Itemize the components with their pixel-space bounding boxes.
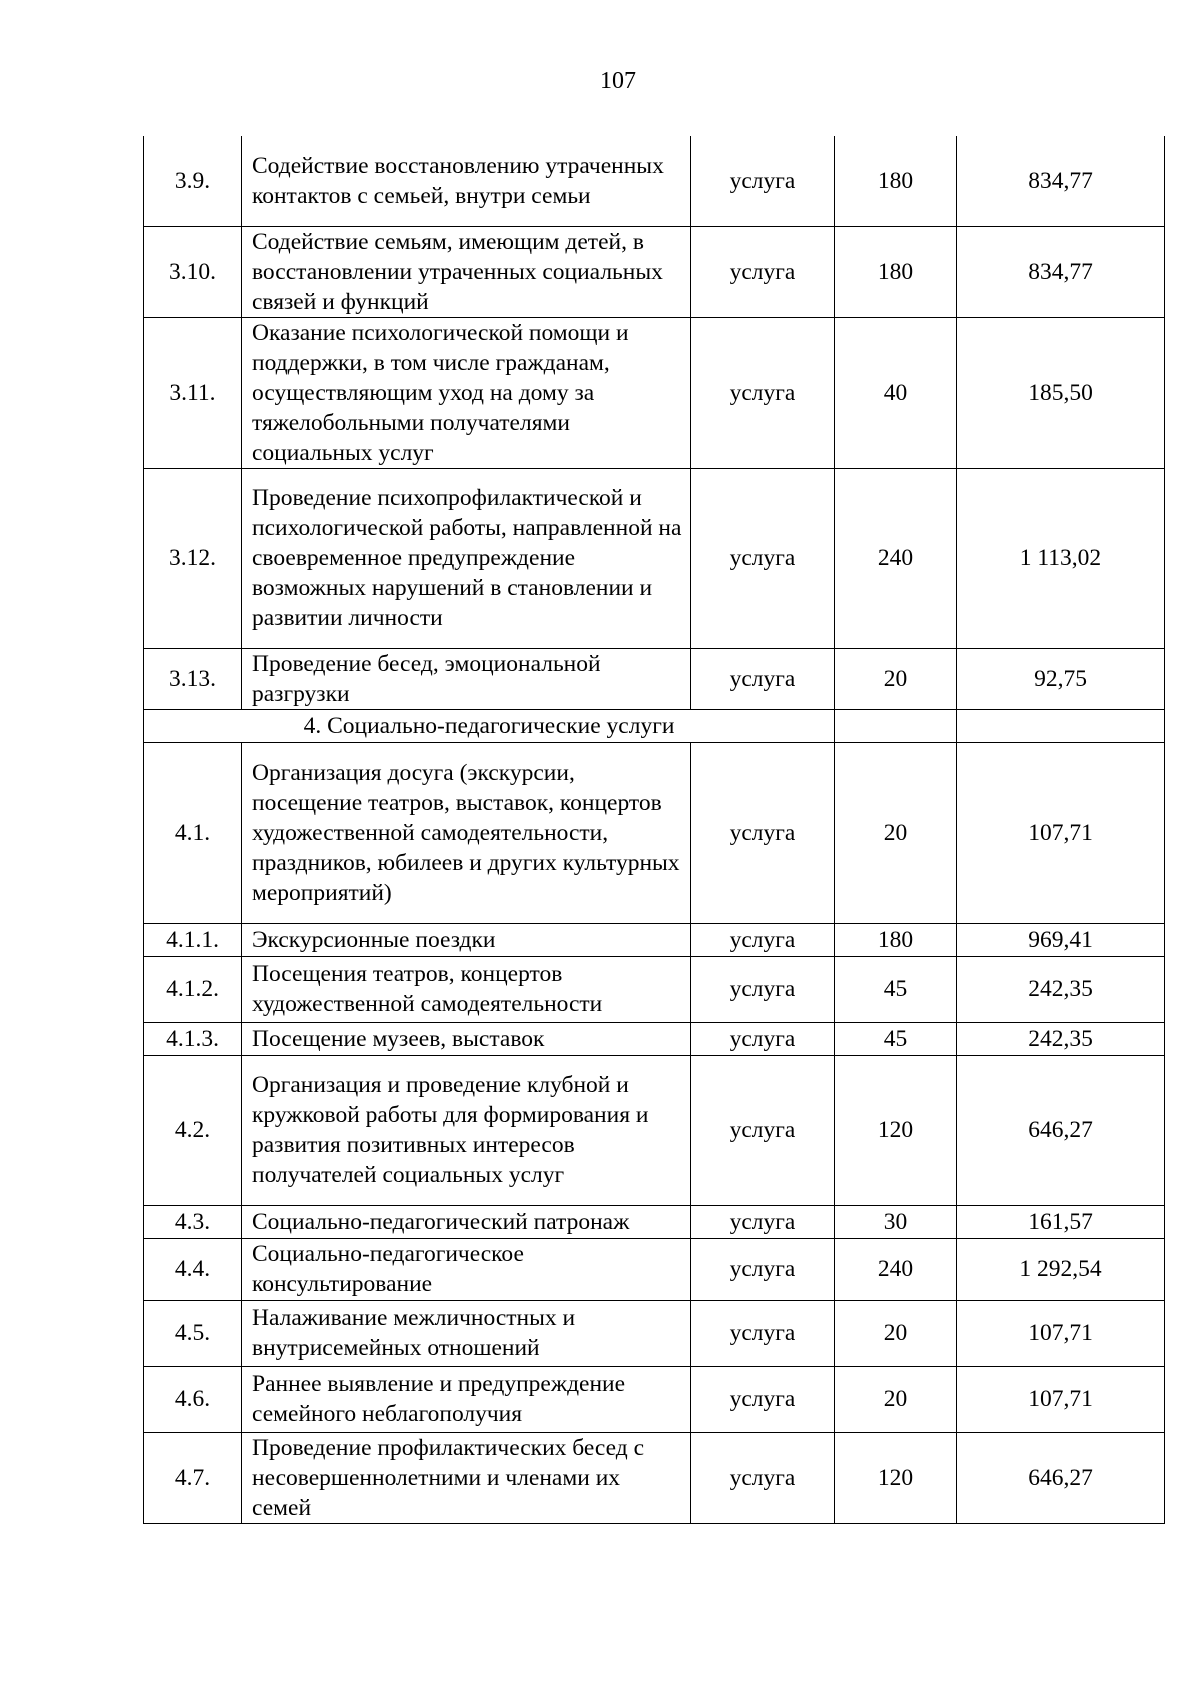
service-name: Проведение профилактических бесед с несовершеннолетними и членами их семей (242, 1432, 691, 1523)
row-number: 4.1.2. (144, 956, 242, 1022)
price: 834,77 (957, 136, 1165, 226)
unit-of-measure: услуга (691, 136, 835, 226)
unit-of-measure: услуга (691, 1238, 835, 1300)
table-row (144, 1366, 1165, 1432)
row-number: 3.9. (144, 136, 242, 226)
table-row (144, 1022, 1165, 1055)
row-number: 4.1.1. (144, 923, 242, 956)
table-row (144, 1055, 1165, 1205)
quantity: 20 (835, 742, 957, 923)
quantity: 20 (835, 1366, 957, 1432)
table-row (144, 1432, 1165, 1523)
quantity: 120 (835, 1432, 957, 1523)
service-name: Проведение бесед, эмоциональной разгрузки (242, 648, 691, 709)
service-name: Социально-педагогическое консультирование (242, 1238, 691, 1300)
table-row (144, 1205, 1165, 1238)
service-name: Содействие восстановлению утраченных контактов с семьей, внутри семьи (242, 136, 691, 226)
service-name: Организация досуга (экскурсии, посещение театров, выставок, концертов художественной самодеятельности, праздников, юбилеев и других культурных мероприятий) (242, 742, 691, 923)
row-number: 4.7. (144, 1432, 242, 1523)
row-number: 3.10. (144, 226, 242, 317)
unit-of-measure: услуга (691, 956, 835, 1022)
quantity: 40 (835, 317, 957, 468)
table-row (144, 923, 1165, 956)
service-name: Организация и проведение клубной и кружковой работы для формирования и развития позитивных интересов получателей социальных услуг (242, 1055, 691, 1205)
quantity: 45 (835, 1022, 957, 1055)
service-name: Экскурсионные поездки (242, 923, 691, 956)
service-name: Раннее выявление и предупреждение семейного неблагополучия (242, 1366, 691, 1432)
row-number: 4.2. (144, 1055, 242, 1205)
quantity: 180 (835, 923, 957, 956)
unit-of-measure: услуга (691, 923, 835, 956)
price: 834,77 (957, 226, 1165, 317)
table-row (144, 317, 1165, 468)
quantity: 30 (835, 1205, 957, 1238)
row-number: 4.1.3. (144, 1022, 242, 1055)
quantity: 120 (835, 1055, 957, 1205)
unit-of-measure: услуга (691, 1022, 835, 1055)
service-name: Посещения театров, концертов художественной самодеятельности (242, 956, 691, 1022)
quantity: 20 (835, 1300, 957, 1366)
service-name: Проведение психопрофилактической и психологической работы, направленной на своевременное предупреждение возможных нарушений в становлении и развитии личности (242, 468, 691, 648)
table-row (144, 1300, 1165, 1366)
section-title: 4. Социально-педагогические услуги (144, 709, 835, 742)
table-row (144, 226, 1165, 317)
table-row (144, 1238, 1165, 1300)
price: 1 113,02 (957, 468, 1165, 648)
price: 646,27 (957, 1055, 1165, 1205)
service-name: Содействие семьям, имеющим детей, в восстановлении утраченных социальных связей и функций (242, 226, 691, 317)
row-number: 3.12. (144, 468, 242, 648)
table-row (144, 742, 1165, 923)
quantity: 240 (835, 468, 957, 648)
quantity: 180 (835, 136, 957, 226)
services-table (143, 136, 1165, 1524)
services-table-body (144, 136, 1165, 1523)
unit-of-measure: услуга (691, 226, 835, 317)
row-number: 4.1. (144, 742, 242, 923)
unit-of-measure: услуга (691, 1300, 835, 1366)
unit-of-measure: услуга (691, 742, 835, 923)
table-row (144, 468, 1165, 648)
price: 92,75 (957, 648, 1165, 709)
section-row (144, 709, 1165, 742)
row-number: 3.11. (144, 317, 242, 468)
price: 1 292,54 (957, 1238, 1165, 1300)
table-row (144, 648, 1165, 709)
price: 107,71 (957, 1366, 1165, 1432)
price: 107,71 (957, 742, 1165, 923)
section-empty-qty (835, 709, 957, 742)
price: 161,57 (957, 1205, 1165, 1238)
unit-of-measure: услуга (691, 1205, 835, 1238)
unit-of-measure: услуга (691, 1055, 835, 1205)
quantity: 240 (835, 1238, 957, 1300)
service-name: Социально-педагогический патронаж (242, 1205, 691, 1238)
unit-of-measure: услуга (691, 468, 835, 648)
section-empty-price (957, 709, 1165, 742)
price: 242,35 (957, 956, 1165, 1022)
price: 107,71 (957, 1300, 1165, 1366)
page-number: 107 (600, 68, 636, 94)
service-name: Налаживание межличностных и внутрисемейных отношений (242, 1300, 691, 1366)
quantity: 20 (835, 648, 957, 709)
price: 185,50 (957, 317, 1165, 468)
row-number: 4.5. (144, 1300, 242, 1366)
table-row (144, 136, 1165, 226)
row-number: 4.6. (144, 1366, 242, 1432)
table-row (144, 956, 1165, 1022)
row-number: 3.13. (144, 648, 242, 709)
service-name: Оказание психологической помощи и поддержки, в том числе гражданам, осуществляющим уход на дому за тяжелобольными получателями социальных услуг (242, 317, 691, 468)
quantity: 45 (835, 956, 957, 1022)
unit-of-measure: услуга (691, 1366, 835, 1432)
unit-of-measure: услуга (691, 648, 835, 709)
unit-of-measure: услуга (691, 317, 835, 468)
price: 646,27 (957, 1432, 1165, 1523)
unit-of-measure: услуга (691, 1432, 835, 1523)
row-number: 4.4. (144, 1238, 242, 1300)
price: 242,35 (957, 1022, 1165, 1055)
quantity: 180 (835, 226, 957, 317)
row-number: 4.3. (144, 1205, 242, 1238)
price: 969,41 (957, 923, 1165, 956)
service-name: Посещение музеев, выставок (242, 1022, 691, 1055)
